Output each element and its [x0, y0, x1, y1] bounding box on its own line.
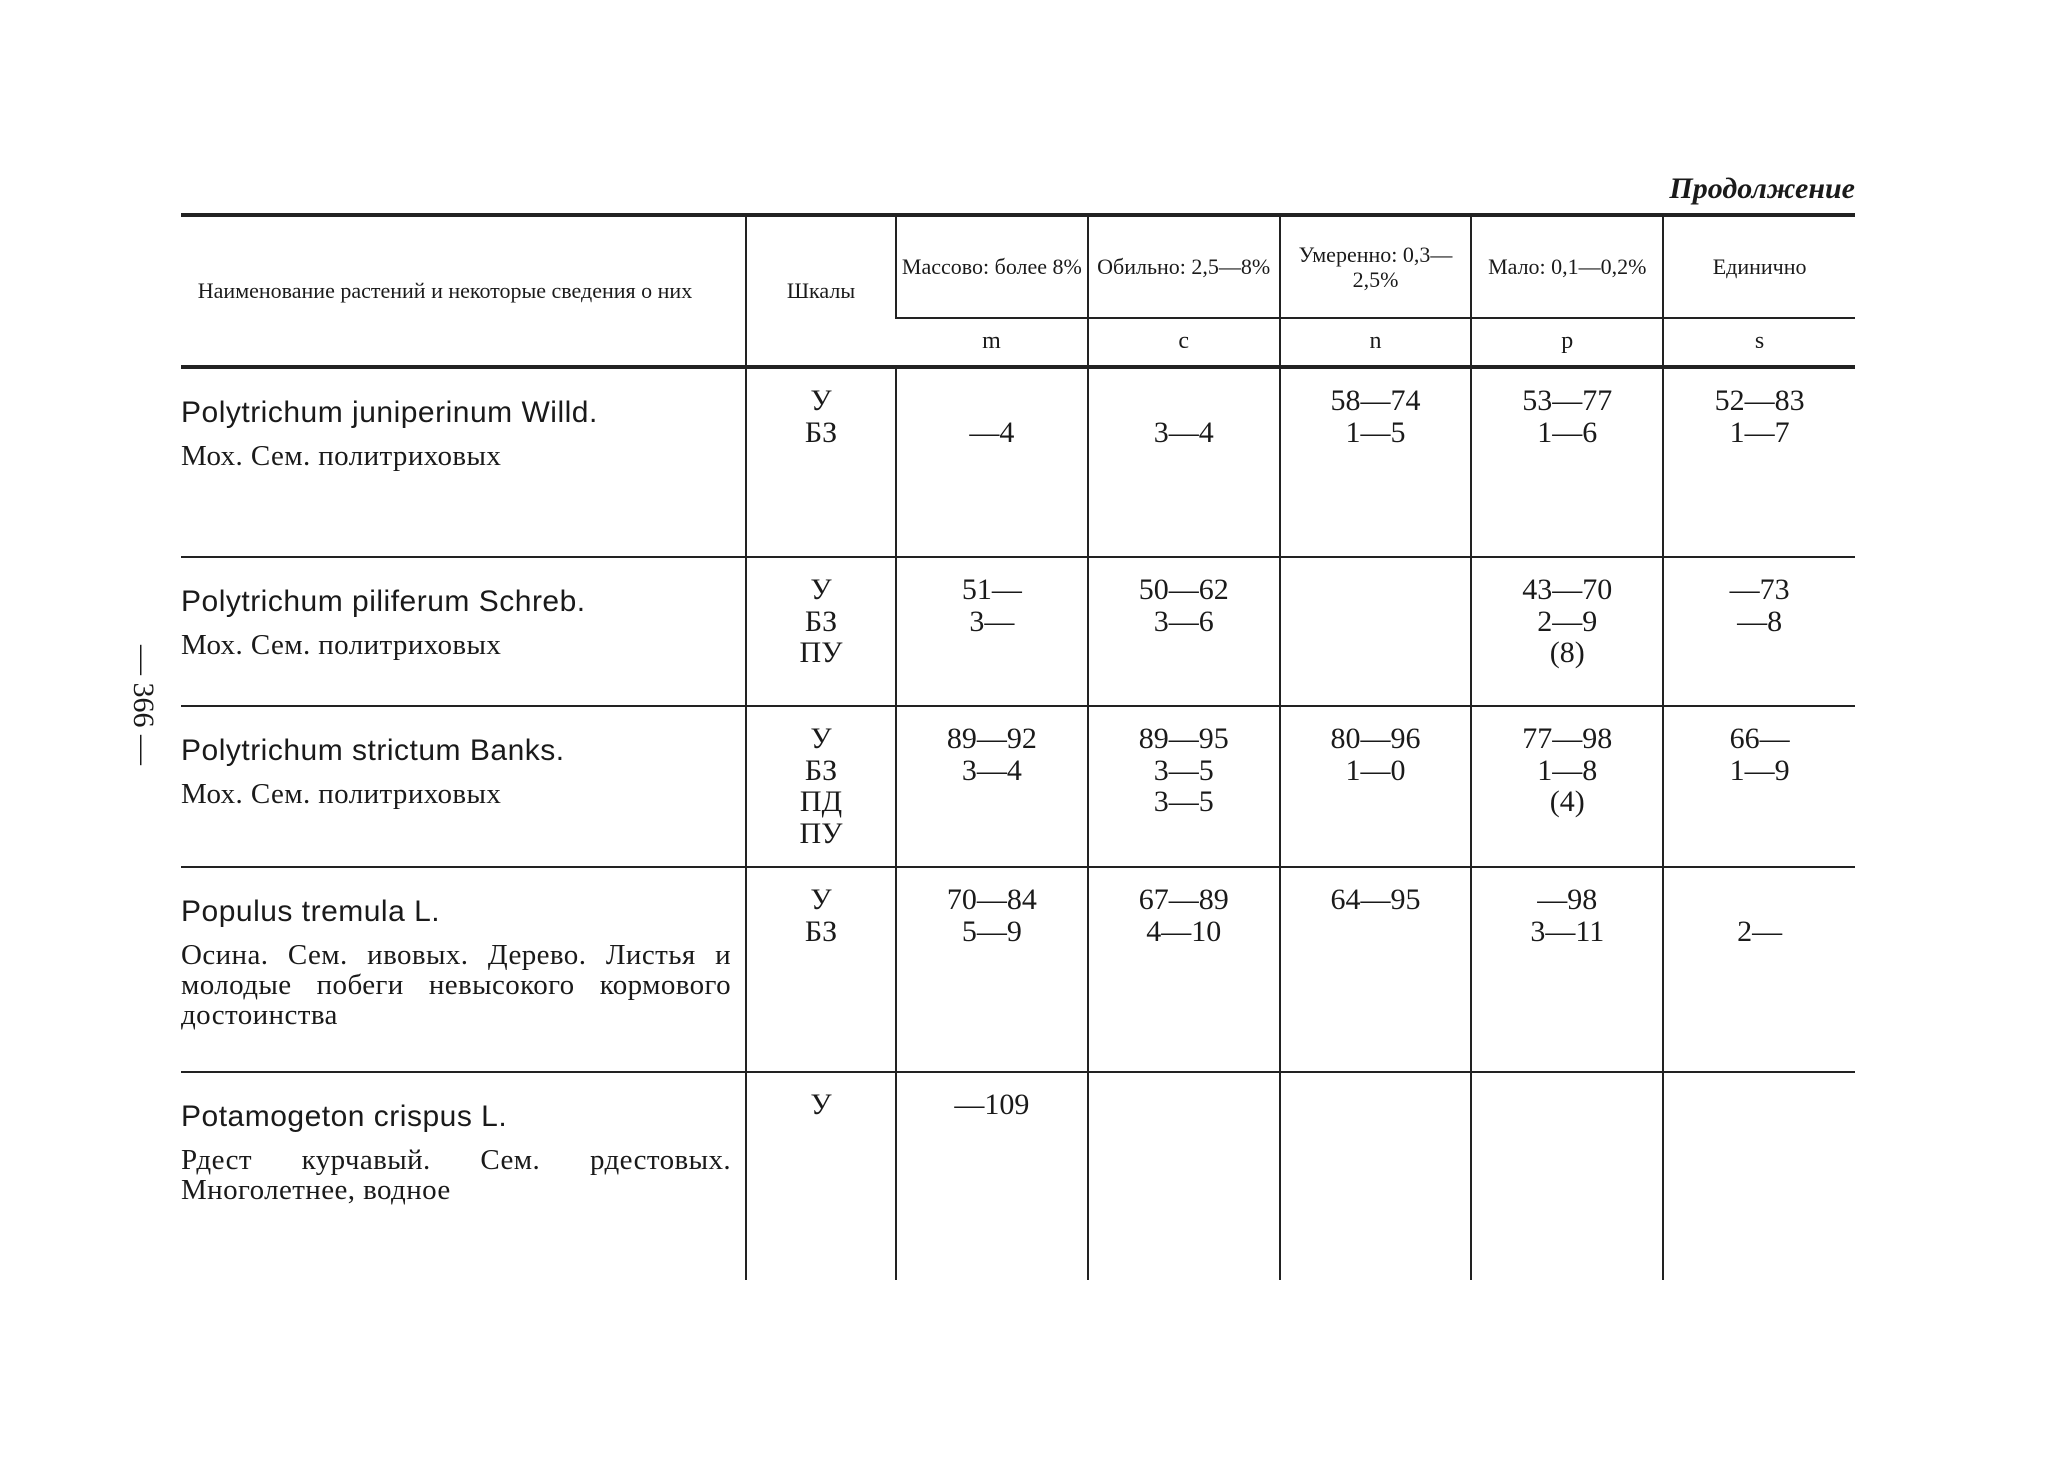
value-s: 52—83 1—7 [1663, 367, 1855, 557]
value-c: 3—4 [1088, 367, 1280, 557]
table-row [181, 557, 1855, 706]
header-umerenno: Умеренно: 0,3—2,5% [1280, 215, 1472, 318]
header-code-s: s [1663, 318, 1855, 367]
table-row [181, 867, 1855, 1072]
plant-cell [181, 367, 746, 557]
value-m: 51— 3— [896, 557, 1088, 706]
value-s [1663, 1072, 1855, 1280]
header-obilno: Обильно: 2,5—8% [1088, 215, 1280, 318]
plant-cell [181, 867, 746, 1072]
value-n: 64—95 [1280, 867, 1472, 1072]
plant-description: Рдест курчавый. Сем. рдестовых. Многолетнее, водное [181, 1143, 731, 1206]
table-row [181, 1072, 1855, 1280]
value-s: —73 —8 [1663, 557, 1855, 706]
header-code-c: c [1088, 318, 1280, 367]
header-code-m: m [896, 318, 1088, 367]
value-p: 53—77 1—6 [1471, 367, 1663, 557]
plant-description: Осина. Сем. ивовых. Дерево. Листья и молодые побеги невысокого кормового достоинства [181, 938, 731, 1032]
value-c: 67—89 4—10 [1088, 867, 1280, 1072]
value-n: 58—74 1—5 [1280, 367, 1472, 557]
value-p: 43—70 2—9 (8) [1471, 557, 1663, 706]
value-s: 66— 1—9 [1663, 706, 1855, 867]
plant-description: Мох. Сем. политриховых [181, 777, 502, 810]
table-row [181, 367, 1855, 557]
continuation-label: Продолжение [1669, 172, 1855, 205]
value-p: 77—98 1—8 (4) [1471, 706, 1663, 867]
value-m: 89—92 3—4 [896, 706, 1088, 867]
data-table-container [181, 213, 1855, 1280]
value-c: 89—95 3—5 3—5 [1088, 706, 1280, 867]
value-p [1471, 1072, 1663, 1280]
scale-cell: У БЗ ПД ПУ [746, 706, 896, 867]
table-body [181, 367, 1855, 1280]
scale-cell: У БЗ [746, 367, 896, 557]
value-n: 80—96 1—0 [1280, 706, 1472, 867]
scale-cell: У БЗ ПУ [746, 557, 896, 706]
plant-cell [181, 1072, 746, 1280]
table-row [181, 706, 1855, 867]
plant-abundance-table [181, 213, 1855, 1280]
value-s: 2— [1663, 867, 1855, 1072]
header-edinichno: Единично [1663, 215, 1855, 318]
value-n [1280, 1072, 1472, 1280]
table-header [181, 215, 1855, 367]
value-m: —109 [896, 1072, 1088, 1280]
header-massovo: Массово: более 8% [896, 215, 1088, 318]
value-m: 70—84 5—9 [896, 867, 1088, 1072]
header-name: Наименование растений и некоторые сведения о них [181, 215, 746, 367]
header-code-p: p [1471, 318, 1663, 367]
plant-description: Мох. Сем. политриховых [181, 628, 502, 661]
plant-latin-name: Potamogeton crispus L. [181, 1100, 508, 1133]
plant-latin-name: Populus tremula L. [181, 895, 441, 928]
plant-description: Мох. Сем. политриховых [181, 439, 502, 472]
header-scales: Шкалы [746, 215, 896, 367]
scale-cell: У БЗ [746, 867, 896, 1072]
value-p: —98 3—11 [1471, 867, 1663, 1072]
plant-latin-name: Polytrichum strictum Banks. [181, 734, 565, 767]
plant-cell [181, 706, 746, 867]
plant-cell [181, 557, 746, 706]
header-malo: Мало: 0,1—0,2% [1471, 215, 1663, 318]
plant-latin-name: Polytrichum piliferum Schreb. [181, 585, 586, 618]
value-n [1280, 557, 1472, 706]
header-code-n: n [1280, 318, 1472, 367]
plant-latin-name: Polytrichum juniperinum Willd. [181, 396, 598, 429]
value-c: 50—62 3—6 [1088, 557, 1280, 706]
scale-cell: У [746, 1072, 896, 1280]
value-c [1088, 1072, 1280, 1280]
page-number: — 366 — [127, 645, 160, 765]
value-m: —4 [896, 367, 1088, 557]
